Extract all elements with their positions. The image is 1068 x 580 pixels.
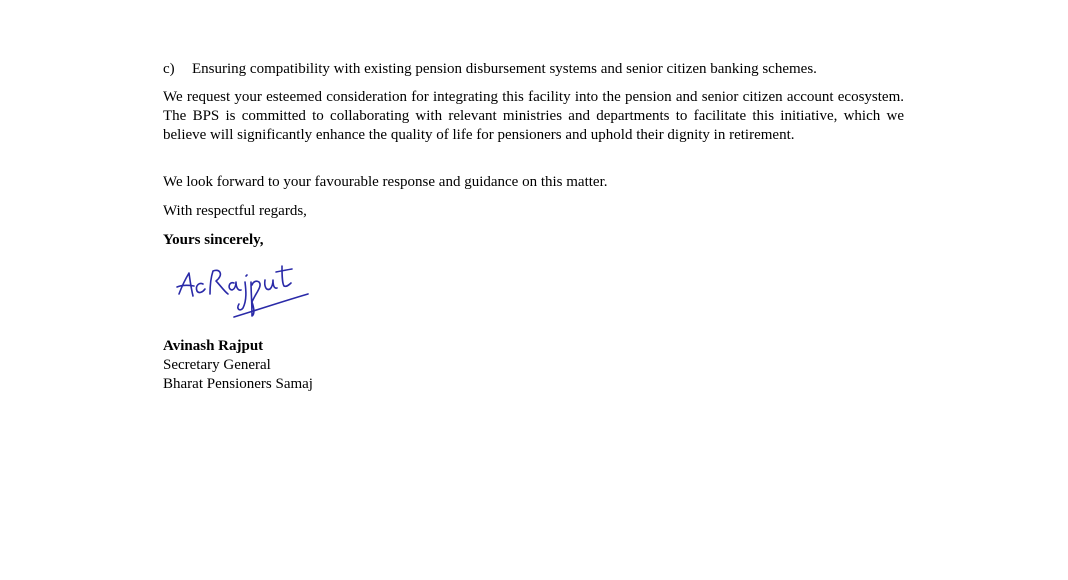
signatory-name: Avinash Rajput [163, 338, 264, 354]
signature-ink [177, 266, 308, 317]
response-paragraph: We look forward to your favourable response and guidance on this matter. [163, 174, 608, 190]
list-marker: c) [163, 61, 175, 77]
signatory-organization: Bharat Pensioners Samaj [163, 376, 313, 392]
list-item-c [163, 60, 904, 79]
sign-off: Yours sincerely, [163, 232, 264, 248]
list-item-text: Ensuring compatibility with existing pension disbursement systems and senior citizen banking schemes. [192, 61, 817, 77]
handwritten-signature [172, 258, 317, 328]
request-paragraph: We request your esteemed consideration for integrating this facility into the pension and senior citizen account ecosystem. The BPS is committed to collaborating with relevant ministries and departments to facilitate this initiative, which we believe will significantly enhance the quality of life for pensioners and uphold their dignity in retirement. [163, 89, 904, 143]
closing-line: With respectful regards, [163, 203, 307, 219]
signatory-title: Secretary General [163, 357, 271, 373]
